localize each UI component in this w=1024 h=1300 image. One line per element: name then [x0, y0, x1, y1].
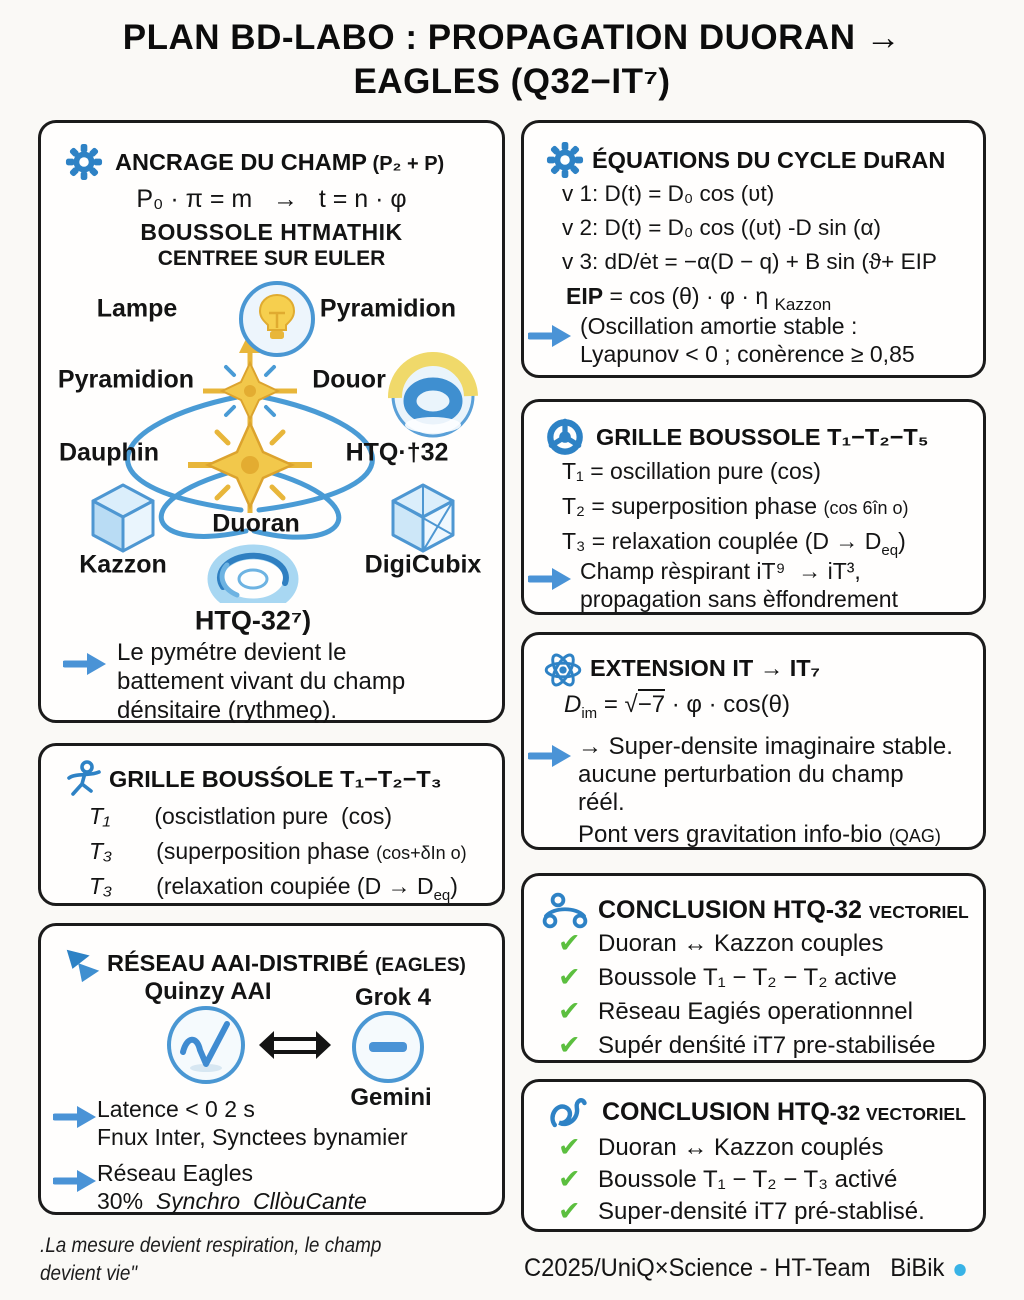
grille-t5-row1: T₁ = oscillation pure (cos)	[562, 458, 821, 484]
arrow-icon	[63, 651, 107, 677]
eagles-percent: 30%	[97, 1188, 156, 1214]
row-subscript: eq	[433, 887, 451, 904]
radicand: −7	[637, 691, 666, 718]
label-kazzon: Kazzon	[79, 550, 167, 579]
row-text: (superposition phase	[156, 838, 377, 864]
label-gemini: Gemini	[350, 1084, 432, 1111]
reseau-latence-line1: Latence < 0 2 s	[97, 1096, 255, 1122]
panel-grille-t3-title: GRILLE BOUSŚOLE T₁−T₂−T₃	[109, 766, 442, 792]
conclusion-a-item1: Duoran ↔ Kazzon couples	[598, 930, 884, 957]
equations-note-line1: (Oscillation amortie stable :	[580, 313, 858, 339]
label-douor: Douor	[312, 365, 386, 394]
label-pyramidion-left: Pyramidion	[57, 365, 195, 394]
panel-conclusion-b-header	[602, 1098, 966, 1127]
t-symbol: T₁	[89, 803, 111, 829]
ancrage-equation: P₀ · π = m → t = n · φ	[136, 185, 407, 213]
row-tail: )	[898, 528, 906, 554]
panel-conclusion-b-title-small: VECTORIEL	[865, 1104, 966, 1124]
gear-icon	[546, 141, 584, 179]
cube-icon-digicubix	[393, 485, 453, 551]
check-icon: ✔	[558, 1132, 581, 1162]
grille-t5-note-line2: propagation sans èffondrement	[580, 586, 898, 612]
footer-quote-line1: .La mesure devient respiration, le champ	[40, 1234, 382, 1257]
check-icon: ✔	[558, 962, 581, 992]
quinzy-glyph-icon	[171, 1010, 241, 1080]
extension-note-line3: réél.	[578, 789, 625, 816]
sqrt-symbol: √	[624, 691, 638, 718]
panel-reseau-title: RÉSEAU AAI-DISTRIBÉ	[107, 950, 376, 976]
equations-note-line2: Lyapunov < 0 ; conèrence ≥ 0,85	[580, 341, 915, 367]
gemini-node	[352, 1011, 424, 1083]
conclusion-a-item3: Rēseau Eagiés operationnnel	[598, 998, 913, 1025]
label-quinzy: Quinzy AAI	[144, 978, 272, 1005]
arrow-icon	[53, 1168, 97, 1194]
page-title-line1: PLAN BD-LABO : PROPAGATION DUORAN →	[122, 18, 902, 57]
conclusion-a-item2: Boussole T₁ − T₂ − T₂ active	[598, 964, 897, 991]
row-text: T₂ = superposition phase	[562, 493, 824, 519]
panel-ancrage-title-suffix: (P₂ + P)	[366, 153, 445, 175]
check-icon: ✔	[558, 1196, 581, 1226]
row-tail: )	[450, 873, 458, 899]
panel-extension	[521, 632, 986, 850]
conclusion-b-item1: Duoran ↔ Kazzon couplés	[598, 1134, 884, 1161]
label-dauphin: Dauphin	[59, 438, 159, 467]
footer-quote-line2: devient vie"	[40, 1262, 138, 1285]
ancrage-subtitle2: CENTREE SUR EULER	[157, 247, 386, 270]
row-subscript: eq	[881, 542, 899, 559]
panel-conclusion-a	[521, 873, 986, 1063]
extension-note-line1: → Super-densite imaginaire stable.	[578, 733, 953, 760]
equation-v3: v 3: dD/ėt = −α(D − q) + B sin (ϑ+ EIP	[562, 249, 937, 274]
reseau-eagles-line1: Réseau Eagles	[97, 1160, 253, 1186]
panel-reseau	[38, 923, 505, 1215]
compass-star-big	[188, 423, 312, 507]
d-symbol: D	[564, 691, 582, 718]
atom-icon	[542, 649, 584, 691]
double-arrow-icon	[257, 1023, 333, 1067]
gear-icon	[65, 143, 103, 181]
check-icon: ✔	[558, 1164, 581, 1194]
lightbulb-icon	[237, 279, 317, 359]
eip-subscript: Kazzon	[774, 295, 832, 314]
row-text-small: (cos 6în o)	[823, 498, 909, 518]
page-title-line2: EAGLES (Q32−IT⁷)	[353, 62, 671, 101]
panel-ancrage	[38, 120, 505, 723]
equation-tail: · φ · cos(θ)	[665, 691, 790, 718]
label-htq32-7: HTQ-32⁷)	[194, 605, 312, 636]
label-htq-t32: HTQ·†32	[345, 438, 449, 467]
arrow-icon	[528, 323, 572, 349]
equation-v1: v 1: D(t) = D₀ cos (ʋt)	[562, 181, 775, 206]
quinzy-node	[167, 1006, 245, 1084]
conclusion-a-item4: Supér denśité iT7 pre-stabilisée	[598, 1032, 936, 1059]
arrow-icon	[528, 566, 572, 592]
panel-grille-t5-title: GRILLE BOUSSOLE T₁−T₂−T₅	[596, 424, 929, 450]
molecule-icon	[542, 890, 588, 932]
panel-conclusion-a-header	[598, 896, 969, 925]
arrow-icon	[528, 743, 572, 769]
row-text-small: (cos+δIn o)	[376, 843, 467, 863]
torus-icon	[393, 356, 473, 436]
ancrage-note-line2: battement vivant du champ	[117, 668, 406, 695]
equals: =	[597, 691, 625, 718]
grille-t5-row2	[562, 493, 909, 520]
spark-icon	[61, 944, 103, 986]
label-grok: Grok 4	[354, 984, 432, 1011]
panel-conclusion-a-title: CONCLUSION HTQ-32	[598, 896, 869, 924]
bridge-text: Pont vers gravitation info-bio	[578, 821, 889, 848]
label-duoran: Duoran	[212, 509, 300, 538]
check-icon: ✔	[558, 996, 581, 1026]
panel-equations	[521, 120, 986, 378]
equation-v2: v 2: D(t) = D₀ cos ((ʋt) -D sin (α)	[562, 215, 882, 240]
panel-equations-title: ÉQUATIONS DU CYCLE DuRAN	[592, 147, 946, 173]
grille-t3-row2	[89, 838, 467, 865]
person-icon	[61, 760, 105, 800]
grille-t5-note-line1: Champ rèspirant iT⁹ → iT³,	[580, 558, 861, 584]
reseau-latence-line2: Fnux Inter, Synctees bynamier	[97, 1124, 408, 1150]
extension-bridge	[578, 821, 941, 849]
panel-extension-title: EXTENSION IT → IT₇	[590, 655, 821, 681]
panel-ancrage-header	[115, 149, 444, 176]
grille-t3-row3	[89, 873, 458, 904]
d-subscript: im	[581, 705, 598, 722]
eip-body: = cos (θ) · φ · η	[603, 283, 775, 309]
ancrage-subtitle1: BOUSSOLE HTMATHIK	[140, 219, 403, 245]
row-text: T₃ = relaxation couplée (D → D	[562, 528, 882, 554]
extension-note-line2: aucune perturbation du champ	[578, 761, 904, 788]
eip-label: EIP	[566, 283, 604, 309]
panel-conclusion-b-title: CONCLUSION HTQ	[602, 1098, 830, 1126]
label-digicubix: DigiCubix	[364, 550, 482, 579]
ancrage-note-line1: Le pymétre devient le	[117, 639, 347, 666]
reseau-eagles-line2	[97, 1188, 367, 1215]
panel-reseau-header	[107, 950, 466, 977]
eagles-sync-text: Synchro CllòuCante	[155, 1188, 367, 1214]
panel-conclusion-b-title2: -32	[829, 1102, 866, 1125]
conclusion-b-item3: Super-densité iT7 pré-stablisé.	[598, 1198, 925, 1225]
grille-t5-row3	[562, 528, 906, 559]
t-symbol: T₃	[89, 873, 113, 899]
panel-grille-t3	[38, 743, 505, 906]
bridge-text-small: (QAG)	[888, 826, 941, 846]
ribbon-icon	[546, 1092, 590, 1136]
t-symbol: T₃	[89, 838, 113, 864]
swirl-torus-icon	[215, 552, 291, 603]
row-text: (relaxation coupiée (D → D	[156, 873, 434, 899]
credit-text: C2025/UniQ×Science - HT-Team BiBik	[524, 1254, 945, 1282]
panel-grille-t5	[521, 399, 986, 615]
brand-dot-icon	[954, 1264, 965, 1276]
ancrage-note-line3: dénsitaire (rythmeǫ).	[117, 697, 338, 724]
conclusion-b-item2: Boussole T₁ − T₂ − T₃ activé	[598, 1166, 898, 1193]
check-icon: ✔	[558, 928, 581, 958]
grille-t3-row1	[89, 803, 392, 830]
wheel-icon	[544, 416, 586, 458]
panel-reseau-title-small: (EAGLES)	[375, 955, 466, 976]
row-text: (oscistlation pure (cos)	[154, 803, 393, 829]
label-pyramidion-right: Pyramidion	[319, 294, 457, 323]
panel-ancrage-title: ANCRAGE DU CHAMP	[115, 149, 367, 175]
lamp-node	[210, 261, 317, 382]
panel-conclusion-a-title-small: VECTORIEL	[868, 902, 969, 922]
arrow-icon	[53, 1104, 97, 1130]
extension-equation	[564, 691, 790, 722]
label-lampe: Lampe	[96, 294, 178, 323]
cube-icon-kazzon	[93, 485, 153, 551]
dash-icon	[369, 1042, 407, 1052]
panel-conclusion-b	[521, 1079, 986, 1232]
check-icon: ✔	[558, 1030, 581, 1060]
footer-credit	[524, 1254, 965, 1283]
equation-eip	[566, 283, 832, 314]
